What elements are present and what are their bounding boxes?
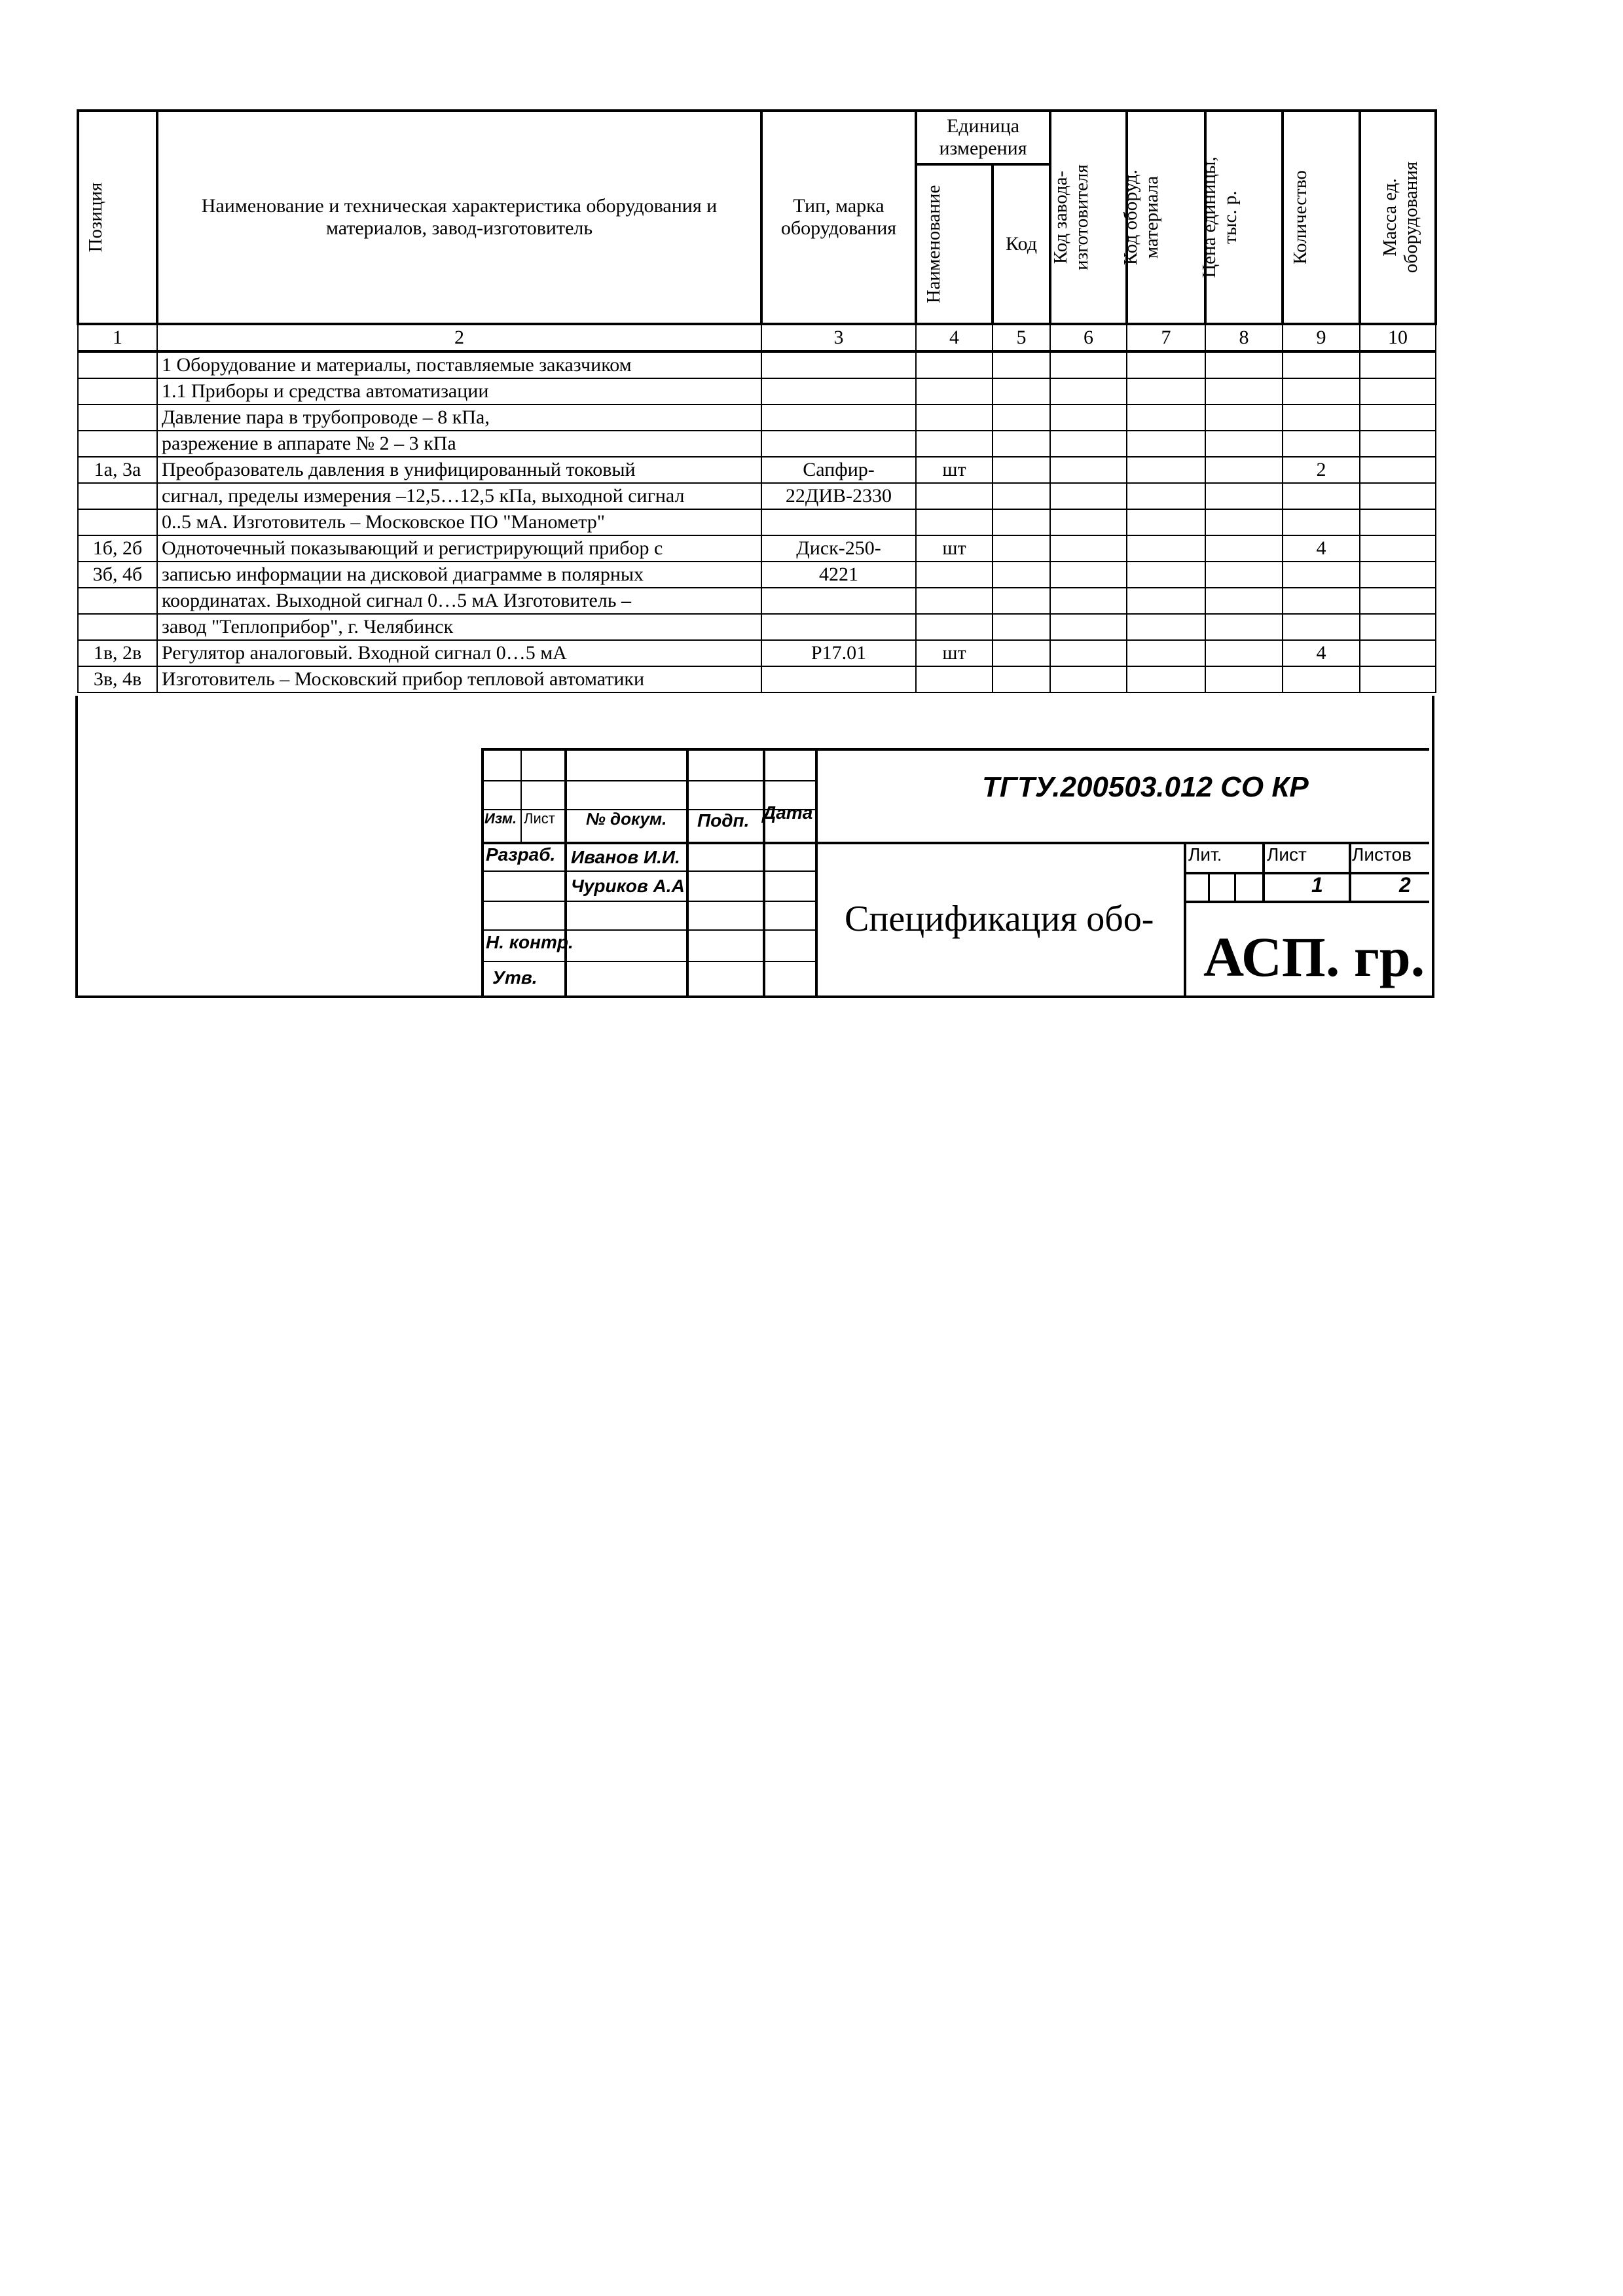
cell-unit <box>916 588 993 614</box>
cell-empty <box>1205 404 1283 431</box>
cell-pos: 3б, 4б <box>78 562 157 588</box>
cell-empty <box>1205 614 1283 640</box>
cell-empty <box>1050 535 1127 562</box>
stamp-lit-label: Лит. <box>1188 844 1222 865</box>
cell-pos <box>78 483 157 509</box>
cell-empty <box>1127 588 1205 614</box>
cell-empty <box>1050 457 1127 483</box>
cell-empty <box>1205 483 1283 509</box>
cell-empty <box>1360 457 1436 483</box>
cell-qty <box>1283 351 1360 378</box>
table-row <box>78 588 1436 614</box>
table-row <box>78 535 1436 562</box>
table-row <box>78 666 1436 692</box>
stamp-utv-label: Утв. <box>492 967 538 988</box>
cell-qty <box>1283 404 1360 431</box>
cell-unit <box>916 483 993 509</box>
stamp-razrab-label: Разраб. <box>486 844 556 865</box>
table-row <box>78 404 1436 431</box>
cell-empty <box>1360 351 1436 378</box>
cell-empty <box>1127 457 1205 483</box>
cell-type: 4221 <box>761 562 916 588</box>
header-name: Наименование и техническая характеристика оборудования и материалов, завод-изготовитель <box>157 111 761 324</box>
table-row <box>78 431 1436 457</box>
cell-qty: 4 <box>1283 535 1360 562</box>
cell-empty <box>993 509 1050 535</box>
cell-name: Регулятор аналоговый. Входной сигнал 0…5 мА <box>157 640 761 666</box>
table-row <box>78 614 1436 640</box>
cell-qty <box>1283 614 1360 640</box>
cell-empty <box>1205 562 1283 588</box>
cell-type <box>761 666 916 692</box>
cell-pos <box>78 351 157 378</box>
table-row <box>78 509 1436 535</box>
cell-empty <box>1127 404 1205 431</box>
cell-name: Изготовитель – Московский прибор тепловой автоматики <box>157 666 761 692</box>
cell-empty <box>1205 431 1283 457</box>
cell-empty <box>1050 404 1127 431</box>
cell-empty <box>1360 640 1436 666</box>
cell-qty <box>1283 666 1360 692</box>
cell-name: разрежение в аппарате № 2 – 3 кПа <box>157 431 761 457</box>
header-unit-name: Наименование <box>916 164 993 324</box>
cell-empty <box>1205 640 1283 666</box>
cell-empty <box>993 457 1050 483</box>
cell-empty <box>1127 640 1205 666</box>
cell-name: Одноточечный показывающий и регистрирующий прибор с <box>157 535 761 562</box>
cell-empty <box>1360 535 1436 562</box>
cell-pos <box>78 588 157 614</box>
cell-empty <box>1050 431 1127 457</box>
cell-empty <box>1050 378 1127 404</box>
cell-empty <box>1360 666 1436 692</box>
cell-empty <box>1205 535 1283 562</box>
cell-pos: 1а, 3а <box>78 457 157 483</box>
cell-empty <box>1205 378 1283 404</box>
cell-type <box>761 378 916 404</box>
header-factory-code: Код завода-изготовителя <box>1050 111 1127 324</box>
cell-type: Р17.01 <box>761 640 916 666</box>
cell-empty <box>1360 431 1436 457</box>
column-number-row: 1 2 3 4 5 6 7 8 9 10 <box>78 324 1436 351</box>
cell-empty <box>1205 351 1283 378</box>
cell-qty <box>1283 431 1360 457</box>
header-unit: Единица измерения <box>916 111 1050 164</box>
cell-unit <box>916 666 993 692</box>
cell-empty <box>1050 588 1127 614</box>
header-mass: Масса ед. оборудования <box>1360 111 1436 324</box>
header-position: Позиция <box>78 111 157 324</box>
cell-qty <box>1283 509 1360 535</box>
cell-empty <box>1360 614 1436 640</box>
cell-qty <box>1283 378 1360 404</box>
cell-empty <box>1127 509 1205 535</box>
specification-table <box>77 109 1437 693</box>
cell-type: Сапфир- <box>761 457 916 483</box>
cell-name: завод "Теплоприбор", г. Челябинск <box>157 614 761 640</box>
stamp-nkont-label: Н. контр. <box>486 932 574 952</box>
cell-empty <box>993 562 1050 588</box>
cell-type <box>761 588 916 614</box>
cell-pos <box>78 614 157 640</box>
cell-unit: шт <box>916 535 993 562</box>
organization: АСП. гр. <box>1203 925 1425 988</box>
cell-empty <box>1205 588 1283 614</box>
stamp-docnum-label: № докум. <box>586 809 667 829</box>
cell-empty <box>1050 483 1127 509</box>
cell-qty <box>1283 483 1360 509</box>
cell-name: 0..5 мА. Изготовитель – Московское ПО "Манометр" <box>157 509 761 535</box>
header-price: Цена единицы, тыс. р. <box>1205 111 1283 324</box>
stamp-list-label: Лист <box>524 810 555 827</box>
cell-empty <box>1360 378 1436 404</box>
cell-empty <box>1050 666 1127 692</box>
cell-name: записью информации на дисковой диаграмме в полярных <box>157 562 761 588</box>
cell-unit <box>916 614 993 640</box>
cell-pos: 1б, 2б <box>78 535 157 562</box>
cell-empty <box>1050 562 1127 588</box>
cell-qty: 2 <box>1283 457 1360 483</box>
cell-empty <box>993 588 1050 614</box>
cell-name: Давление пара в трубопроводе – 8 кПа, <box>157 404 761 431</box>
cell-empty <box>993 483 1050 509</box>
stamp-izm-label: Изм. <box>484 810 517 827</box>
stamp-sheets-label: Листов <box>1352 844 1412 865</box>
cell-unit <box>916 351 993 378</box>
cell-empty <box>993 404 1050 431</box>
cell-empty <box>1127 614 1205 640</box>
stamp-sheet-value: 1 <box>1311 873 1323 897</box>
cell-unit: шт <box>916 640 993 666</box>
table-row <box>78 457 1436 483</box>
cell-unit <box>916 404 993 431</box>
cell-empty <box>1360 509 1436 535</box>
cell-name: 1 Оборудование и материалы, поставляемые заказчиком <box>157 351 761 378</box>
cell-empty <box>1127 378 1205 404</box>
stamp-prov-name: Чуриков А.А <box>571 876 685 896</box>
header-unit-code: Код <box>993 164 1050 324</box>
table-row <box>78 562 1436 588</box>
cell-qty: 4 <box>1283 640 1360 666</box>
cell-type <box>761 509 916 535</box>
cell-empty <box>1127 562 1205 588</box>
cell-unit: шт <box>916 457 993 483</box>
cell-name: 1.1 Приборы и средства автоматизации <box>157 378 761 404</box>
cell-type <box>761 351 916 378</box>
cell-unit <box>916 509 993 535</box>
cell-type <box>761 614 916 640</box>
cell-empty <box>1127 483 1205 509</box>
cell-unit <box>916 378 993 404</box>
table-row <box>78 351 1436 378</box>
cell-pos <box>78 431 157 457</box>
cell-pos <box>78 378 157 404</box>
cell-pos: 3в, 4в <box>78 666 157 692</box>
cell-empty <box>1360 588 1436 614</box>
table-row <box>78 483 1436 509</box>
cell-empty <box>1205 509 1283 535</box>
cell-empty <box>1205 457 1283 483</box>
cell-empty <box>993 378 1050 404</box>
cell-empty <box>1127 351 1205 378</box>
cell-pos: 1в, 2в <box>78 640 157 666</box>
cell-unit <box>916 431 993 457</box>
cell-name: координатах. Выходной сигнал 0…5 мА Изготовитель – <box>157 588 761 614</box>
cell-empty <box>1360 483 1436 509</box>
document-code: ТГТУ.200503.012 СО КР <box>982 771 1309 803</box>
cell-type: 22ДИВ-2330 <box>761 483 916 509</box>
cell-empty <box>1205 666 1283 692</box>
cell-type <box>761 431 916 457</box>
cell-empty <box>1050 614 1127 640</box>
table-row <box>78 378 1436 404</box>
cell-empty <box>1127 666 1205 692</box>
header-quantity: Количество <box>1283 111 1360 324</box>
cell-qty <box>1283 588 1360 614</box>
cell-empty <box>993 351 1050 378</box>
cell-type <box>761 404 916 431</box>
cell-type: Диск-250- <box>761 535 916 562</box>
cell-empty <box>993 535 1050 562</box>
cell-empty <box>993 431 1050 457</box>
stamp-sheets-value: 2 <box>1399 873 1411 897</box>
cell-unit <box>916 562 993 588</box>
cell-qty <box>1283 562 1360 588</box>
cell-empty <box>1050 351 1127 378</box>
stamp-date-label: Дата <box>763 802 813 823</box>
cell-empty <box>993 666 1050 692</box>
document-title: Спецификация обо- <box>845 899 1154 939</box>
header-type: Тип, марка оборудования <box>761 111 916 324</box>
stamp-sign-label: Подп. <box>697 810 750 831</box>
cell-empty <box>1050 640 1127 666</box>
cell-empty <box>1050 509 1127 535</box>
stamp-sheet-label: Лист <box>1267 844 1307 865</box>
header-equip-code: Код оборуд. материала <box>1127 111 1205 324</box>
cell-empty <box>993 640 1050 666</box>
cell-name: Преобразователь давления в унифицированный токовый <box>157 457 761 483</box>
cell-pos <box>78 404 157 431</box>
cell-empty <box>993 614 1050 640</box>
cell-empty <box>1127 431 1205 457</box>
cell-empty <box>1127 535 1205 562</box>
table-row <box>78 640 1436 666</box>
cell-name: сигнал, пределы измерения –12,5…12,5 кПа, выходной сигнал <box>157 483 761 509</box>
cell-pos <box>78 509 157 535</box>
stamp-razrab-name: Иванов И.И. <box>571 847 680 867</box>
cell-empty <box>1360 404 1436 431</box>
cell-empty <box>1360 562 1436 588</box>
